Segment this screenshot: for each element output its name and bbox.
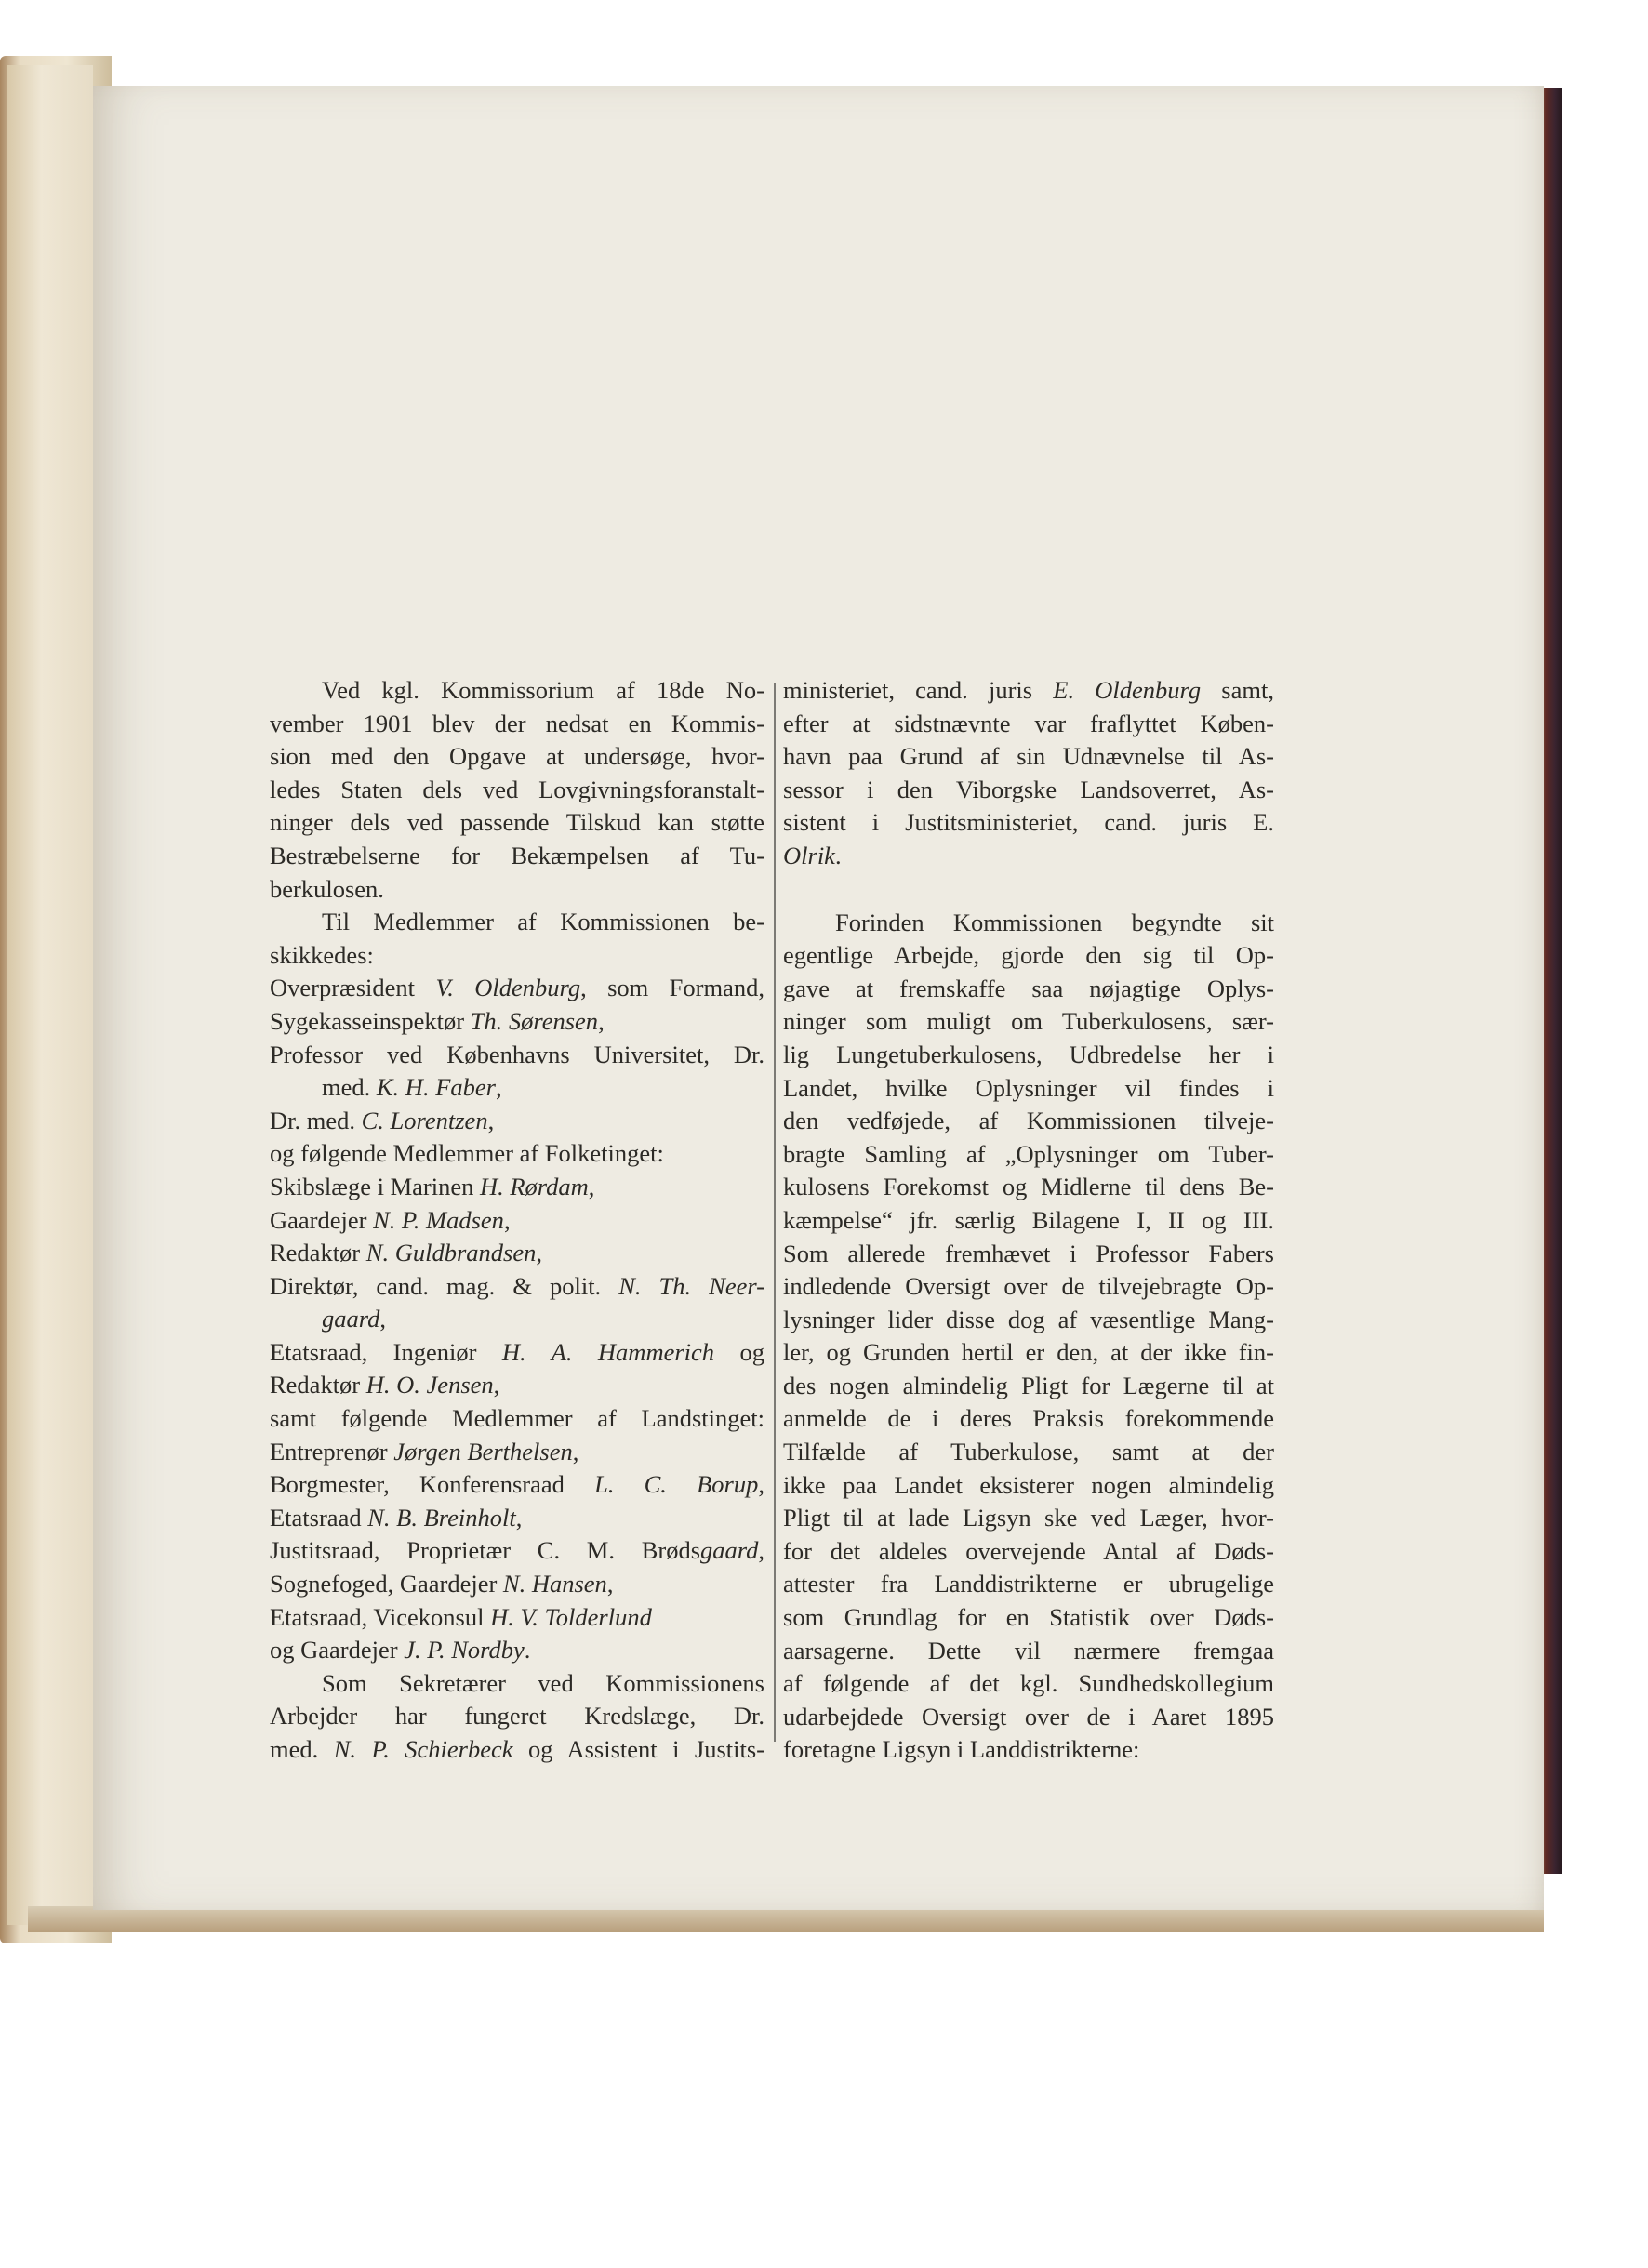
text-line: Direktør, cand. mag. & polit. N. Th. Neer- [270,1271,764,1300]
text-line: ikke paa Landet eksisterer nogen almindelig [783,1470,1274,1499]
text-line: skikkedes: [270,940,374,969]
text-line: for det aldeles overvejende Antal af Døds- [783,1536,1274,1565]
text-line: Redaktør H. O. Jensen, [270,1371,500,1399]
text-line: Redaktør N. Guldbrandsen, [270,1239,542,1267]
text-line: attester fra Landdistrikterne er ubrugelige [783,1570,1274,1598]
text-line: Etatsraad, Vicekonsul H. V. Tolderlund [270,1602,652,1631]
text-line: gave at fremskaffe saa nøjagtige Oplys- [783,974,1274,1002]
text-line: sessor i den Viborgske Landsoverret, As- [783,775,1274,803]
text-line: sistent i Justitsministeriet, cand. juris E. [783,808,1274,837]
text-line: som Grundlag for en Statistik over Døds- [783,1603,1274,1632]
text-line: ninger som muligt om Tuberkulosens, sær- [783,1007,1274,1036]
text-line: anmelde de i deres Praksis forekommende [783,1404,1274,1433]
text-line: ledes Staten dels ved Lovgivningsforanstalt- [270,775,764,803]
text-line: berkulosen. [270,874,384,903]
text-line: med. K. H. Faber, [322,1073,502,1102]
text-line: Som allerede fremhævet i Professor Fabers [783,1239,1274,1267]
text-line: Gaardejer N. P. Madsen, [270,1205,511,1234]
text-line: vember 1901 blev der nedsat en Kommis- [270,709,764,737]
text-line: af følgende af det kgl. Sundhedskollegium [783,1669,1274,1698]
text-line: foretagne Ligsyn i Landdistrikterne: [783,1735,1140,1764]
paragraph-gap [783,873,1274,907]
text-line: Etatsraad N. B. Breinholt, [270,1503,523,1532]
text-line: Sognefoged, Gaardejer N. Hansen, [270,1570,614,1598]
text-line: indledende Oversigt over de tilvejebragte Op- [783,1272,1274,1301]
text-line: Ved kgl. Kommissorium af 18de No- [322,676,764,704]
text-line: med. N. P. Schierbeck og Assistent i Justits- [270,1735,764,1763]
text-line: lig Lungetuberkulosens, Udbredelse her i [783,1040,1274,1068]
text-line: Dr. med. C. Lorentzen, [270,1106,495,1134]
text-line: sion med den Opgave at undersøge, hvor- [270,742,764,771]
text-line: kæmpelse“ jfr. særlig Bilagene I, II og III. [783,1205,1274,1234]
book-bottom-edge [28,1906,1544,1932]
text-line: og Gaardejer J. P. Nordby. [270,1636,531,1665]
text-line: Tilfælde af Tuberkulose, samt at der [783,1438,1274,1466]
text-line: Pligt til at lade Ligsyn ske ved Læger, hvor- [783,1504,1274,1532]
text-line: Bestræbelserne for Bekæmpelsen af Tu- [270,841,764,869]
text-line: Landet, hvilke Oplysninger vil findes i [783,1073,1274,1102]
text-line: efter at sidstnævnte var fraflyttet Køben- [783,709,1274,737]
text-line: Olrik. [783,841,842,869]
text-line: Sygekasseinspektør Th. Sørensen, [270,1006,605,1035]
text-column-right [783,674,1274,1767]
text-line: Forinden Kommissionen begyndte sit [835,908,1274,936]
text-line: og følgende Medlemmer af Folketinget: [270,1139,664,1168]
text-line: Arbejder har fungeret Kredslæge, Dr. [270,1702,764,1731]
text-line: bragte Samling af „Oplysninger om Tuber- [783,1139,1274,1168]
text-line: Overpræsident V. Oldenburg, som Formand, [270,974,764,1002]
text-line: Til Medlemmer af Kommissionen be- [322,908,764,936]
left-page-edge [7,65,93,1925]
text-line: Etatsraad, Ingeniør H. A. Hammerich og [270,1337,764,1366]
text-line: Professor ved Københavns Universitet, Dr. [270,1040,764,1068]
text-line: den vedføjede, af Kommissionen tilveje- [783,1107,1274,1135]
text-line: lysninger lider disse dog af væsentlige Mang- [783,1305,1274,1333]
text-line: kulosens Forekomst og Midlerne til dens Be- [783,1173,1274,1201]
text-line: Entreprenør Jørgen Berthelsen, [270,1437,579,1466]
text-line: ninger dels ved passende Tilskud kan støtte [270,808,764,837]
text-line: des nogen almindelig Pligt for Lægerne til at [783,1371,1274,1399]
text-line: Justitsraad, Proprietær C. M. Brødsgaard, [270,1536,764,1565]
text-line: Borgmester, Konferensraad L. C. Borup, [270,1470,764,1499]
text-line: aarsagerne. Dette vil nærmere fremgaa [783,1636,1274,1665]
text-line: ministeriet, cand. juris E. Oldenburg samt, [783,676,1274,704]
text-line: Skibslæge i Marinen H. Rørdam, [270,1172,595,1200]
text-line: egentlige Arbejde, gjorde den sig til Op- [783,941,1274,970]
text-line: ler, og Grunden hertil er den, at der ikke fin- [783,1338,1274,1367]
text-line: samt følgende Medlemmer af Landstinget: [270,1404,764,1433]
text-line: gaard, [322,1305,386,1333]
text-line: Som Sekretærer ved Kommissionens [322,1668,764,1697]
text-line: havn paa Grund af sin Udnævnelse til As- [783,742,1274,771]
text-line: udarbejdede Oversigt over de i Aaret 1895 [783,1702,1274,1731]
text-column-left [270,674,764,1767]
column-divider [774,683,776,1742]
